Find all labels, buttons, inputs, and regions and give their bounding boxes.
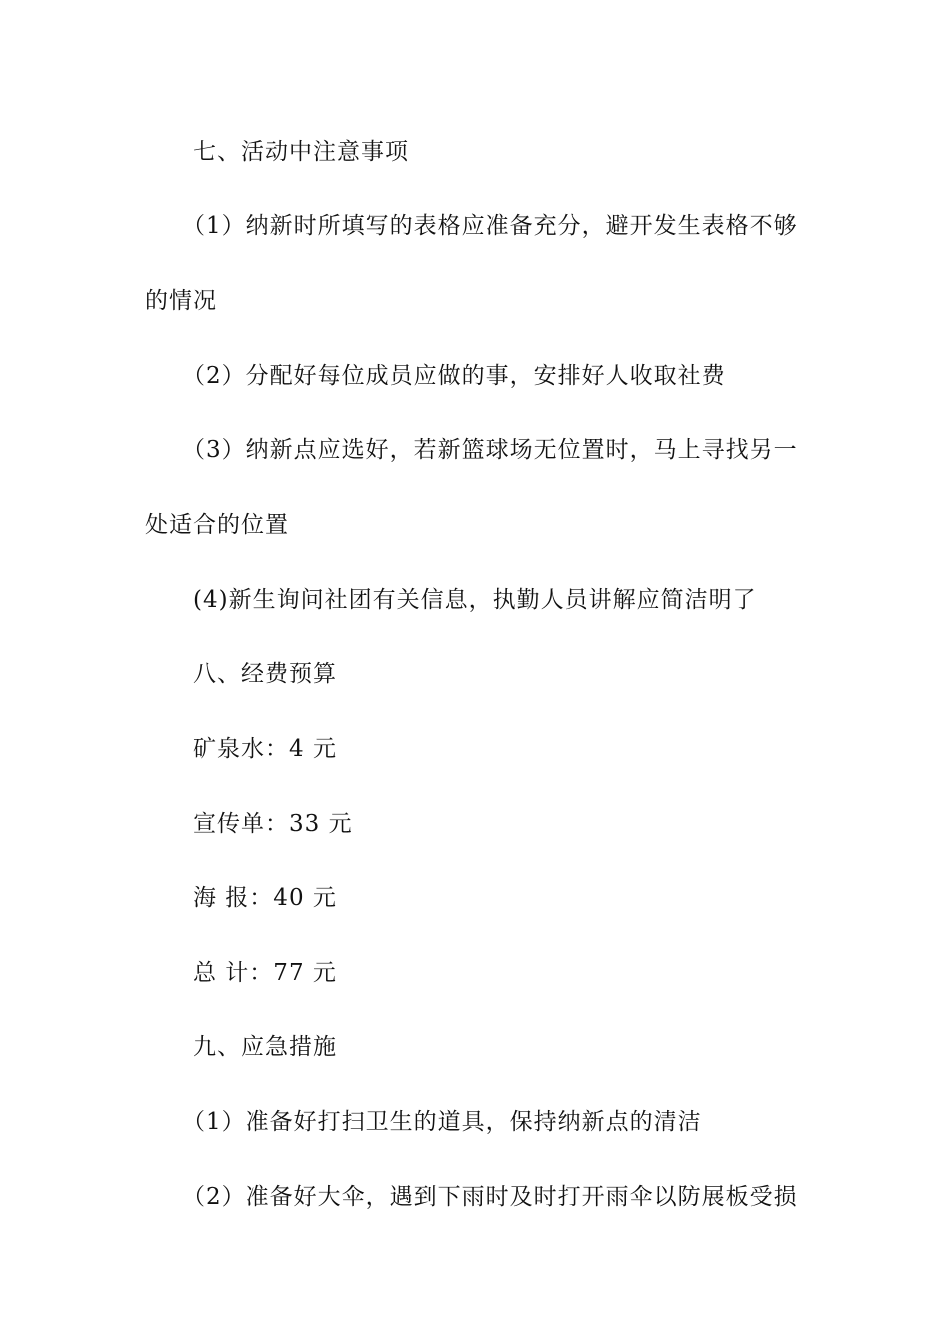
paragraph-line: （2）准备好大伞，遇到下雨时及时打开雨伞以防展板受损 [182, 1184, 798, 1210]
section-heading-seven: 七、活动中注意事项 [193, 139, 409, 165]
budget-total: 总 计：77 元 [193, 960, 337, 986]
paragraph-line: (4)新生询问社团有关信息，执勤人员讲解应简洁明了 [193, 587, 757, 613]
budget-item: 宣传单：33 元 [193, 811, 353, 837]
paragraph-line: （1）纳新时所填写的表格应准备充分，避开发生表格不够 [182, 213, 798, 239]
budget-item: 矿泉水：4 元 [193, 736, 337, 762]
paragraph-line: 处适合的位置 [145, 512, 289, 538]
budget-item: 海 报：40 元 [193, 885, 337, 911]
paragraph-line: （2）分配好每位成员应做的事，安排好人收取社费 [182, 363, 726, 389]
section-heading-eight: 八、经费预算 [193, 661, 337, 687]
paragraph-line: 的情况 [145, 288, 217, 314]
section-heading-nine: 九、应急措施 [193, 1034, 337, 1060]
paragraph-line: （3）纳新点应选好，若新篮球场无位置时，马上寻找另一 [182, 437, 798, 463]
paragraph-line: （1）准备好打扫卫生的道具，保持纳新点的清洁 [182, 1109, 702, 1135]
